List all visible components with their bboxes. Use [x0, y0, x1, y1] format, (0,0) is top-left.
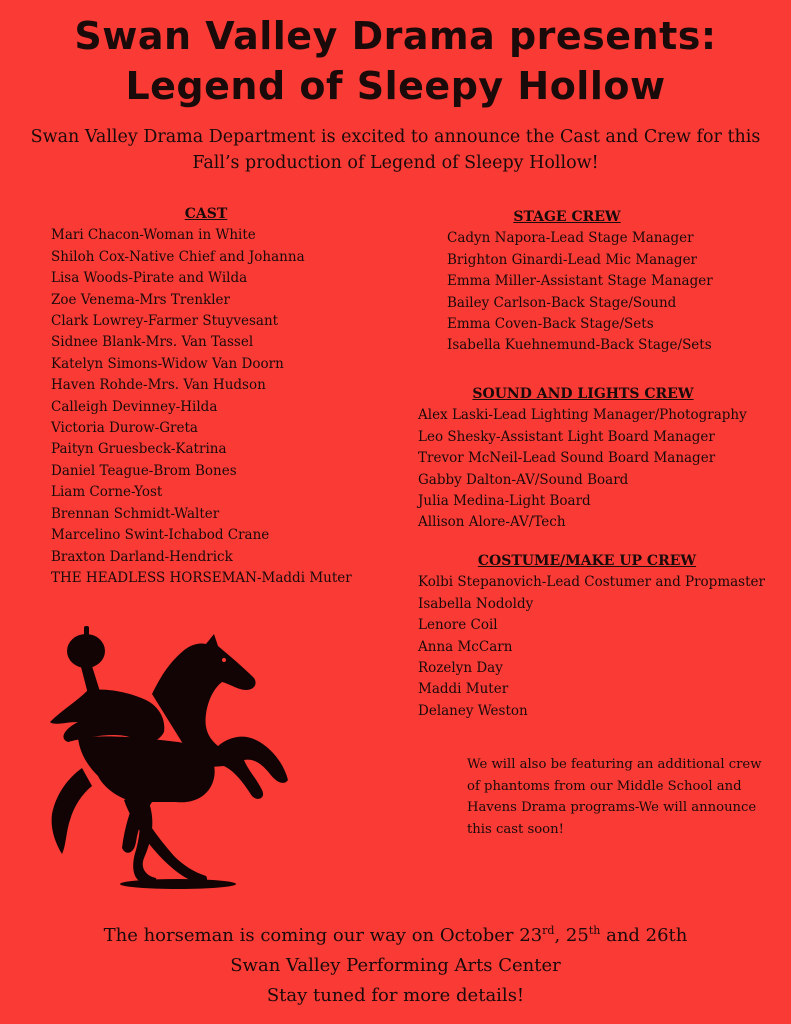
list-item: Daniel Teague-Brom Bones [51, 462, 237, 479]
list-item: THE HEADLESS HORSEMAN-Maddi Muter [51, 569, 352, 586]
list-item: Alex Laski-Lead Lighting Manager/Photography [418, 407, 747, 424]
list-item: Brighton Ginardi-Lead Mic Manager [447, 251, 698, 268]
event-dates: The horseman is coming our way on October 23rd, 25th and 26th [103, 924, 688, 946]
sound-lights-crew-section [418, 384, 758, 534]
list-item: Paityn Gruesbeck-Katrina [51, 441, 227, 458]
list-item: Shiloh Cox-Native Chief and Johanna [51, 248, 305, 265]
event-venue: Swan Valley Performing Arts Center [230, 955, 561, 976]
list-item: Marcelino Swint-Ichabod Crane [51, 527, 270, 544]
list-item: Mari Chacon-Woman in White [51, 227, 256, 244]
phantoms-note: We will also be featuring an additional crew of phantoms from our Middle School and Havens Drama programs-We will announce this cast soon! [467, 757, 762, 837]
list-item: Haven Rohde-Mrs. Van Hudson [51, 377, 266, 394]
cast-section [51, 204, 371, 589]
list-item: Liam Corne-Yost [51, 484, 163, 501]
list-item: Lenore Coil [418, 617, 498, 634]
list-item: Isabella Kuehnemund-Back Stage/Sets [447, 337, 712, 354]
title-line1: Swan Valley Drama presents: [74, 14, 717, 58]
headless-horseman-silhouette-icon [48, 618, 298, 893]
list-item: Delaney Weston [418, 702, 528, 719]
list-item: Calleigh Devinney-Hilda [51, 398, 218, 415]
event-tagline: Stay tuned for more details! [266, 985, 525, 1006]
event-footer [0, 916, 791, 1011]
cast-list [51, 225, 371, 589]
list-item: Trevor McNeil-Lead Sound Board Manager [418, 450, 716, 467]
list-item: Sidnee Blank-Mrs. Van Tassel [51, 334, 254, 351]
stage-crew-section [447, 207, 747, 357]
list-item: Kolbi Stepanovich-Lead Costumer and Propmaster [418, 574, 765, 591]
list-item: Brennan Schmidt-Walter [51, 505, 220, 522]
list-item: Gabby Dalton-AV/Sound Board [418, 471, 629, 488]
list-item: Clark Lowrey-Farmer Stuyvesant [51, 313, 279, 330]
list-item: Emma Coven-Back Stage/Sets [447, 316, 654, 333]
intro-text: Swan Valley Drama Department is excited to announce the Cast and Crew for this Fall’s production of Legend of Sleepy Hollow! [30, 127, 761, 173]
title-line2: Legend of Sleepy Hollow [125, 64, 666, 108]
cast-heading: CAST [184, 206, 228, 222]
list-item: Julia Medina-Light Board [418, 493, 591, 510]
sound-lights-crew-heading: SOUND AND LIGHTS CREW [472, 386, 694, 402]
list-item: Katelyn Simons-Widow Van Doorn [51, 355, 284, 372]
costume-crew-list [418, 572, 778, 722]
costume-crew-section [418, 551, 778, 722]
sound-lights-crew-list [418, 405, 758, 533]
list-item: Cadyn Napora-Lead Stage Manager [447, 230, 694, 247]
list-item: Emma Miller-Assistant Stage Manager [447, 273, 713, 290]
stage-crew-heading: STAGE CREW [513, 209, 621, 225]
list-item: Isabella Nodoldy [418, 595, 534, 612]
list-item: Allison Alore-AV/Tech [418, 514, 566, 531]
list-item: Zoe Venema-Mrs Trenkler [51, 291, 230, 308]
list-item: Leo Shesky-Assistant Light Board Manager [418, 428, 715, 445]
stage-crew-list [447, 228, 747, 356]
list-item: Maddi Muter [418, 681, 509, 698]
list-item: Anna McCarn [418, 638, 513, 655]
list-item: Rozelyn Day [418, 660, 503, 677]
list-item: Braxton Darland-Hendrick [51, 548, 233, 565]
list-item: Lisa Woods-Pirate and Wilda [51, 270, 248, 287]
list-item: Bailey Carlson-Back Stage/Sound [447, 294, 677, 311]
list-item: Victoria Durow-Greta [51, 420, 198, 437]
costume-crew-heading: COSTUME/MAKE UP CREW [477, 553, 697, 569]
